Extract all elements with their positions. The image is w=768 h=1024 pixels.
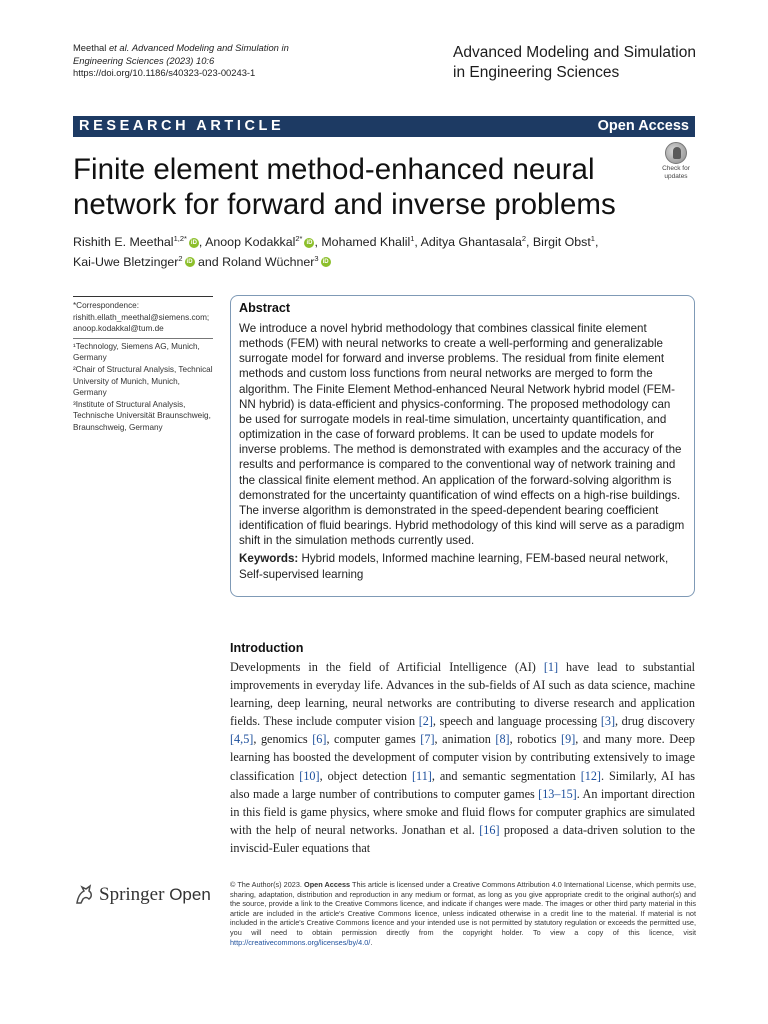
citation-link[interactable]: [4,5] <box>230 732 254 747</box>
springer-horse-icon <box>73 883 95 905</box>
introduction-heading: Introduction <box>230 641 304 655</box>
article-title: Finite element method-enhanced neural network for forward and inverse problems <box>73 153 616 221</box>
publisher-name: Springer Open <box>99 884 211 905</box>
abstract-box <box>230 295 695 597</box>
author-6[interactable]: Kai-Uwe Bletzinger$^2$ <box>73 253 183 269</box>
citation-link[interactable]: [7] <box>420 732 435 747</box>
open-access-label: Open Access <box>597 118 689 134</box>
correspondence-email-1[interactable]: rishith.ellath_meethal@siemens.com; <box>73 312 210 322</box>
author-3[interactable]: Mohamed Khalil$^1$ <box>321 233 415 249</box>
citation-volume: (2023) 10:6 <box>166 54 215 66</box>
affiliation-1: ¹Technology, Siemens AG, Munich, Germany <box>73 341 200 363</box>
author-7[interactable]: Roland Wüchner$^3$ <box>222 253 319 269</box>
citation-author: Meethal <box>73 42 107 53</box>
citation-link[interactable]: [16] <box>479 822 500 837</box>
intro-text: , genomics <box>253 732 313 747</box>
intro-text: , robotics <box>509 732 562 747</box>
license-open-access: Open Access <box>304 880 351 889</box>
intro-text: , speech and language processing <box>432 714 601 729</box>
orcid-icon[interactable]: iD <box>322 259 329 266</box>
orcid-icon[interactable]: iD <box>190 239 197 246</box>
citation-link[interactable]: [3] <box>600 714 616 729</box>
keywords-label: Keywords: <box>239 552 299 566</box>
citation-link[interactable]: [1] <box>543 660 559 674</box>
intro-text: proposed a data-driven solution to the inviscid-Euler equations that <box>230 822 695 855</box>
article-type-label: RESEARCH ARTICLE <box>79 118 285 134</box>
journal-title <box>453 43 753 83</box>
citation-link[interactable]: [13–15] <box>538 786 577 801</box>
author-4[interactable]: Aditya Ghantasala$^2$ <box>420 233 527 249</box>
orcid-icon[interactable]: iD <box>186 259 193 266</box>
citation-link[interactable]: [6] <box>312 732 327 747</box>
author-list: Rishith E. Meethal$^{1,2*}$ iD , Anoop Kodakkal$^{2*}$ iD , Mohamed Khalil$^1$, Aditya Ghantasala$^2$, Birgit Obst$^1$, Kai-Uwe Bletzinger$^2$ iD and Roland Wüchner$^3$ iD <box>73 233 599 269</box>
license-link[interactable]: http://creativecommons.org/licenses/by/4.0/ <box>230 937 371 947</box>
affiliation-2: ²Chair of Structural Analysis, Technical University of Munich, Munich, Germany <box>73 364 213 398</box>
doi-link[interactable]: https://doi.org/10.1186/s40323-023-00243-1 <box>73 67 256 78</box>
author-5[interactable]: Birgit Obst$^1$ <box>532 233 595 249</box>
citation-etal: et al. <box>108 42 130 53</box>
intro-text: . Similarly, AI has also made a large number of contributions to computer games <box>230 768 696 801</box>
correspondence-email-2[interactable]: anoop.kodakkal@tum.de <box>73 324 164 334</box>
intro-text: , computer games <box>326 732 421 747</box>
check-for-updates-label: Check for updates <box>662 165 690 180</box>
citation-header <box>73 42 333 80</box>
citation-journal: Advanced Modeling and Simulation in Engineering Sciences <box>73 42 289 66</box>
keywords <box>239 551 686 581</box>
intro-text: , object detection <box>319 768 412 783</box>
citation-link[interactable]: [12] <box>580 768 601 783</box>
author-2[interactable]: Anoop Kodakkal$^{2*}$ <box>205 233 303 249</box>
intro-text: , and many more. Deep learning has boosted the development of computer vision by contributing extensively to image classification <box>230 732 695 783</box>
article-type-banner <box>73 116 695 137</box>
introduction-body <box>230 658 695 857</box>
correspondence-sidebar <box>73 296 213 434</box>
intro-text: . An important direction in this field is game physics, where smoke and fluid flows for computer graphics are simulated with the help of neural networks. Jonathan et al. <box>230 786 695 837</box>
citation-link[interactable]: [9] <box>561 732 576 747</box>
check-for-updates-icon <box>665 142 687 164</box>
license-text: © The Author(s) 2023. Open Access This article is licensed under a Creative Commons Attribution 4.0 International License, which permits use, sharing, adaptation, distribution and reproduction in any medium or format, as long as you give appropriate credit to the original author(s) and the source, provide a link to the Creative Commons licence, and indicate if changes were made. The images or other third party material in this article are included in the article's Creative Commons licence, unless indicated otherwise in a credit line to the material. If material is not included in the article's Creative Commons licence and your intended use is not permitted by statutory regulation or exceeds the permitted use, you will need to obtain permission directly from the copyright holder. To view a copy of this licence, visit http://creativecommons.org/licenses/by/4.0/. <box>230 880 697 947</box>
abstract-heading: Abstract <box>239 301 291 315</box>
check-for-updates-badge[interactable] <box>655 140 697 180</box>
springer-open-logo[interactable] <box>73 880 218 910</box>
journal-title-line1: Advanced Modeling and Simulation <box>453 44 696 61</box>
keywords-list: Hybrid models, Informed machine learning, FEM-based neural network, Self-supervised learning <box>239 552 669 581</box>
orcid-icon[interactable]: iD <box>306 239 313 246</box>
affiliation-3: ³Institute of Structural Analysis, Technische Universität Braunschweig, Braunschweig, Germany <box>73 399 211 432</box>
abstract-text: We introduce a novel hybrid methodology that combines classical finite element methods (FEM) with neural networks to create a well-performing and generalizable surrogate model for forward and inverse problems. The residual from finite element methods and custom loss functions from neural networks are merged to form the algorithm. The Finite Element Method-enhanced Neural Network hybrid model (FEM-NN hybrid) is data-efficient and physics-conforming. The proposed methodology can be used for surrogate models in real-time simulation, uncertainty quantification, and optimization in the case of forward problems. It can be used to update models for inverse problems. The method is demonstrated with examples and the accuracy of the results and performance is compared to the conventional way of network training and the classical finite element method. An application of the forward-solving algorithm is demonstrated for the uncertainty quantification of wind effects on a high-rise buildings. The inverse algorithm is demonstrated in the speed-dependent bearing coefficient identification of fluid bearings. Hybrid methodology of this kind will serve as a paradigm shift in the simulation methods currently used. <box>239 322 685 548</box>
citation-link[interactable]: [11] <box>412 768 432 783</box>
intro-text: Developments in the field of Artificial Intelligence (AI) <box>230 660 544 674</box>
journal-title-line2: in Engineering Sciences <box>453 64 620 81</box>
correspondence-label: *Correspondence: <box>73 301 139 310</box>
citation-link[interactable]: [2] <box>418 714 433 729</box>
intro-text: , animation <box>434 732 496 747</box>
affiliations <box>73 338 213 434</box>
author-1[interactable]: Rishith E. Meethal$^{1,2*}$ <box>73 233 187 249</box>
citation-link[interactable]: [8] <box>495 732 510 747</box>
intro-text: , and semantic segmentation <box>431 768 581 783</box>
citation-link[interactable]: [10] <box>299 768 320 783</box>
intro-text: , drug discovery <box>615 714 695 729</box>
intro-text: have lead to substantial improvements in everyday life. Advances in the sub-fields of AI such as data science, machine learning, deep learning, neural networks are contributing to diverse research and application fields. These include computer vision <box>230 660 695 729</box>
